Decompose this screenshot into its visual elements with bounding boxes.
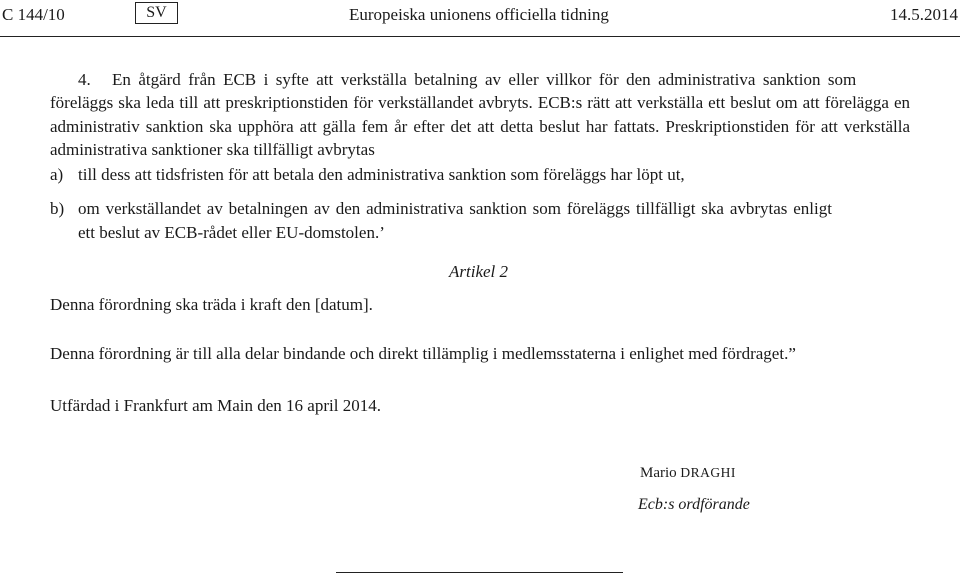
item-a-marker: a) — [50, 165, 64, 184]
signatory-title: Ecb:s ordförande — [638, 496, 750, 513]
entry-into-force-text: Denna förordning ska träda i kraft den [datum]. — [50, 295, 373, 314]
done-at-text: Utfärdad i Frankfurt am Main den 16 april 2014. — [50, 396, 381, 415]
footnote-divider — [336, 572, 623, 573]
list-item-a — [50, 163, 910, 187]
publication-date: 14.5.2014 — [890, 5, 958, 24]
signatory-first-name: Mario — [640, 465, 677, 481]
list-item-b — [50, 197, 910, 244]
article-heading: Artikel 2 — [449, 262, 509, 281]
signatory-name — [640, 465, 736, 482]
item-4-first-line — [78, 68, 910, 92]
item-4-line1: En åtgärd från ECB i syfte att verkställa betalning av eller villkor för den administrativa sanktion som — [112, 70, 857, 89]
binding-clause-text: Denna förordning är till alla delar bindande och direkt tillämplig i medlemsstaterna i enlighet med fördraget.” — [50, 344, 796, 363]
language-badge: SV — [135, 2, 178, 24]
item-b-marker: b) — [50, 199, 65, 218]
item-a-text: till dess att tidsfristen för att betala den administrativa sanktion som föreläggs har löpt ut, — [78, 165, 685, 184]
item-4-number: 4. — [78, 70, 91, 89]
item-4-continuation: föreläggs ska leda till att preskriptionstiden för verkställandet avbryts. ECB:s rätt att verkställa ett beslut om att förelägga en administrativ sanktion ska upphöra att gälla fem år efter det att detta beslut har fattats. Preskriptionstiden för att verkställa administrativa sanktioner ska tillfälligt avbrytas — [50, 93, 910, 159]
item-b-text-line1: om verkställandet av betalningen av den administrativa sanktion som föreläggs tillfälligt ska avbrytas enligt — [78, 199, 832, 218]
page-header — [0, 0, 960, 37]
journal-title: Europeiska unionens officiella tidning — [349, 5, 609, 24]
page-reference: C 144/10 — [2, 5, 65, 24]
signatory-surname: DRAGHI — [680, 465, 736, 480]
item-b-text-line2: ett beslut av ECB-rådet eller EU-domstolen.’ — [78, 222, 385, 242]
